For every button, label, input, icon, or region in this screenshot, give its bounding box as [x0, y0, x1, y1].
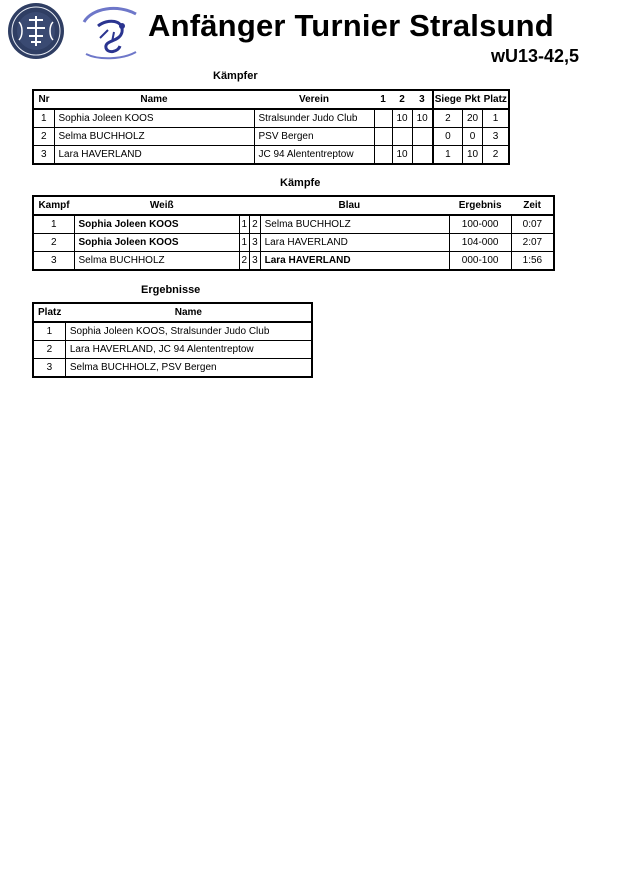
- cell-blau: Selma BUCHHOLZ: [260, 215, 449, 234]
- section-title-kaempfer: Kämpfer: [213, 70, 258, 82]
- cell-ergebnis: 100-000: [449, 215, 511, 234]
- col-header-kampf: Kampf: [33, 196, 74, 215]
- cell-blau: Lara HAVERLAND: [260, 252, 449, 271]
- col-header-siege: Siege: [433, 90, 463, 109]
- cell-score-2: [392, 128, 412, 146]
- cell-name: Sophia Joleen KOOS: [54, 109, 254, 128]
- kaempfe-table: [32, 195, 555, 271]
- table-row: [33, 234, 554, 252]
- cell-weiss-nr: 2: [239, 252, 250, 271]
- cell-ergebnis: 000-100: [449, 252, 511, 271]
- col-header-nr: Nr: [33, 90, 54, 109]
- stralsunder-judo-club-dragon-logo: [78, 0, 142, 62]
- ergebnisse-table: [32, 302, 313, 378]
- cell-kampf: 2: [33, 234, 74, 252]
- cell-score-2: 10: [392, 146, 412, 165]
- col-header-pkt: Pkt: [462, 90, 482, 109]
- cell-blau-nr: 3: [250, 252, 261, 271]
- cell-zeit: 2:07: [511, 234, 554, 252]
- cell-verein: JC 94 Alententreptow: [254, 146, 374, 165]
- cell-score-3: 10: [412, 109, 433, 128]
- cell-kampf: 1: [33, 215, 74, 234]
- cell-blau: Lara HAVERLAND: [260, 234, 449, 252]
- col-header-3: 3: [412, 90, 433, 109]
- cell-siege: 1: [433, 146, 463, 165]
- cell-name: Selma BUCHHOLZ: [54, 128, 254, 146]
- cell-blau-nr: 3: [250, 234, 261, 252]
- cell-name: Selma BUCHHOLZ, PSV Bergen: [65, 359, 312, 378]
- col-header-ergebnis: Ergebnis: [449, 196, 511, 215]
- cell-score-1: [374, 109, 392, 128]
- col-header-name: Name: [65, 303, 312, 322]
- kaempfer-table: [32, 89, 510, 165]
- cell-name: Lara HAVERLAND: [54, 146, 254, 165]
- cell-weiss-nr: 1: [239, 234, 250, 252]
- cell-weiss: Sophia Joleen KOOS: [74, 215, 239, 234]
- cell-weiss: Selma BUCHHOLZ: [74, 252, 239, 271]
- table-row: [33, 215, 554, 234]
- section-title-kaempfe: Kämpfe: [280, 177, 321, 189]
- col-header-weiss: Weiß: [74, 196, 250, 215]
- cell-platz: 2: [33, 341, 65, 359]
- table-row: [33, 341, 312, 359]
- cell-score-2: 10: [392, 109, 412, 128]
- cell-score-1: [374, 128, 392, 146]
- cell-name: Lara HAVERLAND, JC 94 Alententreptow: [65, 341, 312, 359]
- col-header-platz: Platz: [33, 303, 65, 322]
- cell-verein: PSV Bergen: [254, 128, 374, 146]
- col-header-1: 1: [374, 90, 392, 109]
- cell-platz: 1: [33, 322, 65, 341]
- cell-score-3: [412, 128, 433, 146]
- col-header-zeit: Zeit: [511, 196, 554, 215]
- table-row: [33, 359, 312, 378]
- cell-name: Sophia Joleen KOOS, Stralsunder Judo Club: [65, 322, 312, 341]
- table-row: [33, 322, 312, 341]
- cell-nr: 3: [33, 146, 54, 165]
- col-header-name: Name: [54, 90, 254, 109]
- page-title: Anfänger Turnier Stralsund: [148, 8, 554, 43]
- cell-ergebnis: 104-000: [449, 234, 511, 252]
- cell-pkt: 20: [462, 109, 482, 128]
- cell-nr: 1: [33, 109, 54, 128]
- judo-seal-logo: [7, 2, 65, 60]
- cell-nr: 2: [33, 128, 54, 146]
- cell-siege: 0: [433, 128, 463, 146]
- table-row: [33, 252, 554, 271]
- cell-blau-nr: 2: [250, 215, 261, 234]
- cell-platz: 2: [483, 146, 509, 165]
- cell-zeit: 0:07: [511, 215, 554, 234]
- col-header-blau: Blau: [250, 196, 450, 215]
- cell-platz: 3: [483, 128, 509, 146]
- cell-verein: Stralsunder Judo Club: [254, 109, 374, 128]
- cell-zeit: 1:56: [511, 252, 554, 271]
- col-header-verein: Verein: [254, 90, 374, 109]
- cell-score-3: [412, 146, 433, 165]
- col-header-platz: Platz: [483, 90, 509, 109]
- table-row: [33, 146, 509, 165]
- cell-pkt: 10: [462, 146, 482, 165]
- table-row: [33, 109, 509, 128]
- col-header-2: 2: [392, 90, 412, 109]
- cell-weiss-nr: 1: [239, 215, 250, 234]
- cell-score-1: [374, 146, 392, 165]
- cell-siege: 2: [433, 109, 463, 128]
- cell-kampf: 3: [33, 252, 74, 271]
- table-row: [33, 128, 509, 146]
- cell-pkt: 0: [462, 128, 482, 146]
- cell-weiss: Sophia Joleen KOOS: [74, 234, 239, 252]
- section-title-ergebnisse: Ergebnisse: [141, 284, 201, 296]
- weight-category: wU13-42,5: [491, 46, 580, 66]
- cell-platz: 1: [483, 109, 509, 128]
- cell-platz: 3: [33, 359, 65, 378]
